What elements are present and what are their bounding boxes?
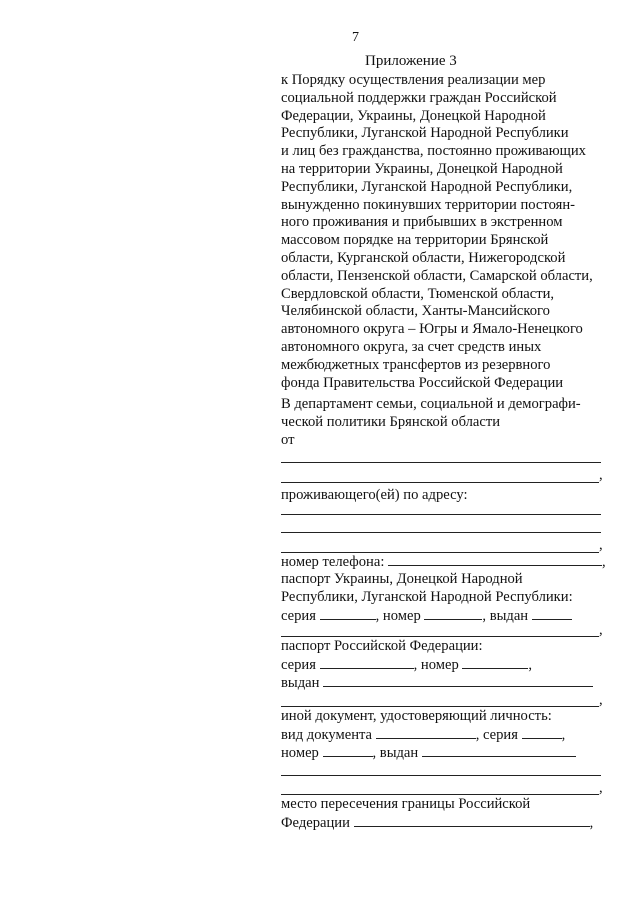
comma: ,: [599, 692, 603, 708]
appendix-line: Республики, Луганской Народной Республики: [281, 125, 569, 142]
comma: ,: [589, 815, 594, 831]
page-number: 7: [352, 30, 359, 45]
number-fill-line[interactable]: [424, 607, 482, 620]
comma: ,: [599, 780, 603, 796]
phone-label: [281, 553, 606, 571]
appendix-line: к Порядку осуществления реализации мер: [281, 72, 546, 88]
appendix-line: на территории Украины, Донецкой Народной: [281, 160, 563, 177]
residing-label: проживающего(ей) по адресу:: [281, 487, 468, 503]
rf-passport-row: [281, 656, 532, 674]
ukr-passport-label: Республики, Луганской Народной Республики:: [281, 589, 573, 605]
appendix-line: Свердловской области, Тюменской области,: [281, 285, 555, 302]
comma: ,: [599, 467, 603, 483]
comma: ,: [599, 537, 603, 553]
addressee-line: В департамент семьи, социальной и демографи-: [281, 396, 581, 412]
rf-issued-row: [281, 674, 593, 692]
appendix-line: вынужденно покинувших территории постоян-: [281, 196, 575, 213]
from-label: от: [281, 432, 295, 448]
from-fill-line[interactable]: [281, 462, 601, 463]
doc-series-fill-line[interactable]: [522, 726, 562, 739]
rf-issued-fill-line[interactable]: [281, 706, 599, 707]
border-crossing-fill-line[interactable]: [354, 814, 590, 827]
comma: ,: [602, 554, 606, 570]
appendix-line: автономного округа, за счет средств иных: [281, 338, 542, 355]
appendix-description: [281, 72, 611, 392]
comma: ,: [599, 622, 603, 638]
doc-series-label: , серия: [475, 727, 518, 743]
ukr-passport-row: [281, 607, 572, 625]
series-label: серия: [281, 608, 316, 624]
phone-label-text: номер телефона:: [281, 554, 385, 570]
appendix-line: и лиц без гражданства, постоянно проживающих: [281, 143, 586, 160]
appendix-line: автономного округа – Югры и Ямало-Ненецкого: [281, 321, 583, 338]
appendix-line: Республики, Луганской Народной Республики,: [281, 178, 573, 195]
rf-number-label: , номер: [413, 657, 459, 673]
border-crossing-label: место пересечения границы Российской: [281, 796, 531, 812]
other-doc-label: иной документ, удостоверяющий личность:: [281, 708, 552, 724]
doc-number-fill-line[interactable]: [323, 744, 373, 757]
ukr-passport-label: паспорт Украины, Донецкой Народной: [281, 571, 523, 587]
address-fill-line[interactable]: [281, 514, 601, 515]
rf-series-fill-line[interactable]: [320, 656, 414, 669]
rf-issued-label: выдан: [281, 675, 320, 691]
appendix-line: фонда Правительства Российской Федерации: [281, 374, 564, 391]
rf-series-label: серия: [281, 657, 316, 673]
border-crossing-label-2: Федерации: [281, 815, 350, 831]
comma: ,: [528, 657, 533, 673]
doc-type-label: вид документа: [281, 727, 373, 743]
addressee-line: ческой политики Брянской области: [281, 414, 501, 430]
appendix-line: Федерации, Украины, Донецкой Народной: [281, 107, 546, 124]
series-fill-line[interactable]: [320, 607, 376, 620]
comma: ,: [561, 727, 566, 743]
rf-issued-fill-line[interactable]: [323, 674, 593, 687]
doc-issued-fill-line[interactable]: [422, 744, 576, 757]
appendix-line: межбюджетных трансфертов из резервного: [281, 356, 551, 373]
doc-number-label: номер: [281, 745, 319, 761]
rf-passport-label: паспорт Российской Федерации:: [281, 638, 483, 654]
phone-fill-line[interactable]: [388, 553, 602, 566]
rf-number-fill-line[interactable]: [462, 656, 528, 669]
appendix-line: массовом порядке на территории Брянской: [281, 232, 549, 249]
doc-issued-fill-line[interactable]: [281, 794, 599, 795]
border-crossing-row: [281, 814, 593, 832]
appendix-line: Челябинской области, Ханты-Мансийского: [281, 303, 550, 320]
doc-type-row: [281, 726, 565, 744]
issued-fill-line[interactable]: [281, 636, 599, 637]
appendix-title: Приложение 3: [365, 53, 457, 69]
appendix-line: социальной поддержки граждан Российской: [281, 89, 557, 106]
address-fill-line[interactable]: [281, 532, 601, 533]
appendix-line: ного проживания и прибывших в экстренном: [281, 214, 563, 231]
number-label: , номер: [375, 608, 421, 624]
from-fill-line[interactable]: [281, 482, 599, 483]
issued-label: , выдан: [482, 608, 529, 624]
doc-type-fill-line[interactable]: [376, 726, 476, 739]
appendix-line: области, Курганской области, Нижегородской: [281, 249, 566, 266]
issued-fill-line[interactable]: [532, 607, 572, 620]
appendix-line: области, Пензенской области, Самарской области,: [281, 267, 593, 284]
doc-issued-fill-line[interactable]: [281, 775, 601, 776]
doc-issued-label: , выдан: [372, 745, 419, 761]
doc-number-row: [281, 744, 576, 762]
